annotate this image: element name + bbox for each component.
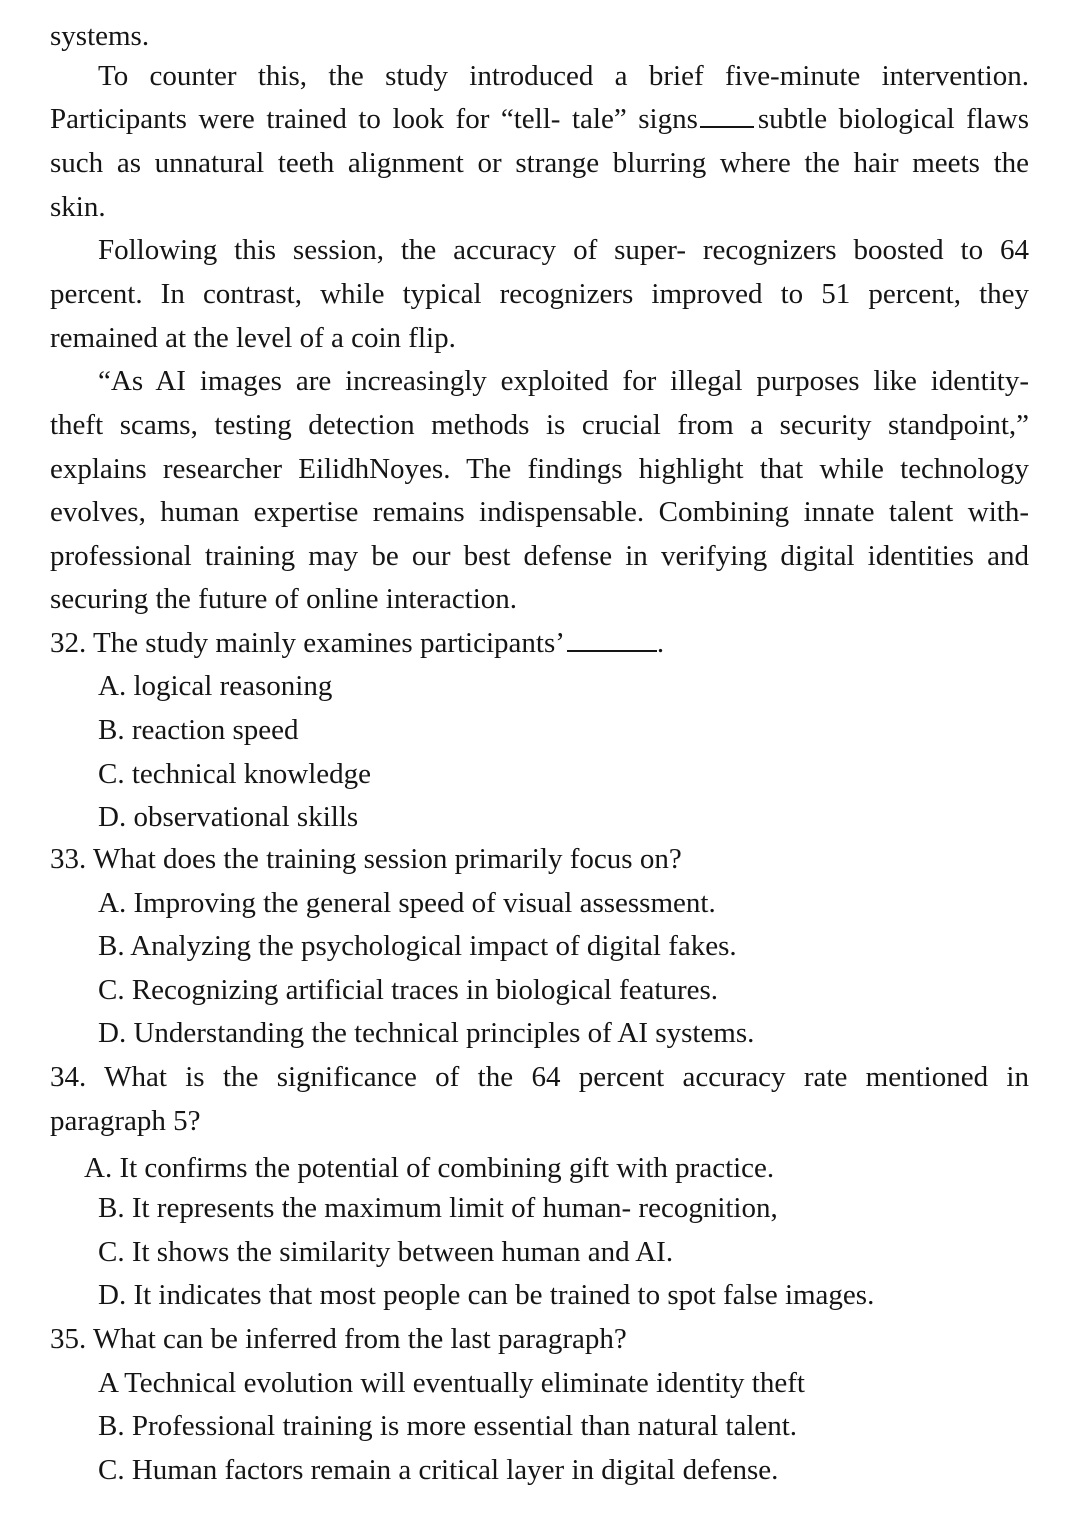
question-33-stem: 33. What does the training session primarily focus on?	[50, 843, 682, 875]
q35-option-a: A Technical evolution will eventually eliminate identity theft	[98, 1367, 805, 1399]
q32-option-c: C. technical knowledge	[98, 758, 371, 790]
question-text: .	[656, 627, 665, 659]
q32-option-b: B. reaction speed	[98, 714, 299, 746]
question-35-stem: 35. What can be inferred from the last paragraph?	[50, 1323, 627, 1355]
passage-line: theft scams, testing detection methods is crucial from a security standpoint,”	[50, 409, 1029, 441]
passage-line: explains researcher EilidhNoyes. The findings highlight that while technology	[50, 453, 1029, 485]
q32-option-d: D. observational skills	[98, 801, 359, 833]
passage-line: such as unnatural teeth alignment or strange blurring where the hair meets the	[50, 147, 1029, 179]
q33-option-c: C. Recognizing artificial traces in biological features.	[98, 974, 719, 1006]
passage-text: subtle biological flaws	[757, 103, 1029, 135]
question-34-stem: 34. What is the significance of the 64 percent accuracy rate mentioned in	[50, 1061, 1029, 1093]
q34-option-c: C. It shows the similarity between human and AI.	[98, 1236, 674, 1268]
passage-text: Participants were trained to look for “tell- tale” signs	[50, 103, 698, 135]
q33-option-a: A. Improving the general speed of visual assessment.	[98, 887, 716, 919]
q35-option-c: C. Human factors remain a critical layer in digital defense.	[98, 1454, 779, 1486]
question-text: 32. The study mainly examines participants’	[50, 627, 565, 659]
q32-option-a: A. logical reasoning	[98, 670, 333, 702]
answer-blank	[567, 628, 657, 652]
passage-line: Following this session, the accuracy of super- recognizers boosted to 64	[98, 234, 1029, 266]
q33-option-d: D. Understanding the technical principles of AI systems.	[98, 1017, 755, 1049]
q34-option-d: D. It indicates that most people can be trained to spot false images.	[98, 1279, 875, 1311]
q35-option-b: B. Professional training is more essential than natural talent.	[98, 1410, 798, 1442]
question-34-stem-cont: paragraph 5?	[50, 1105, 201, 1137]
passage-line: evolves, human expertise remains indispensable. Combining innate talent with-	[50, 496, 1029, 528]
passage-line: professional training may be our best defense in verifying digital identities and	[50, 540, 1029, 572]
q33-option-b: B. Analyzing the psychological impact of digital fakes.	[98, 930, 737, 962]
em-dash	[700, 112, 754, 128]
passage-line: securing the future of online interaction.	[50, 583, 518, 615]
passage-line: skin.	[50, 191, 106, 223]
passage-line: To counter this, the study introduced a brief five-minute intervention.	[98, 60, 1029, 92]
passage-line: systems.	[50, 20, 150, 52]
q34-option-a: A. It confirms the potential of combining gift with practice.	[84, 1152, 775, 1184]
passage-line: “As AI images are increasingly exploited for illegal purposes like identity-	[98, 365, 1029, 397]
q34-option-b: B. It represents the maximum limit of human- recognition,	[98, 1192, 778, 1224]
passage-line	[50, 101, 1029, 137]
passage-line: remained at the level of a coin flip.	[50, 322, 456, 354]
passage-line: percent. In contrast, while typical recognizers improved to 51 percent, they	[50, 278, 1029, 310]
question-32-stem	[50, 625, 1029, 661]
